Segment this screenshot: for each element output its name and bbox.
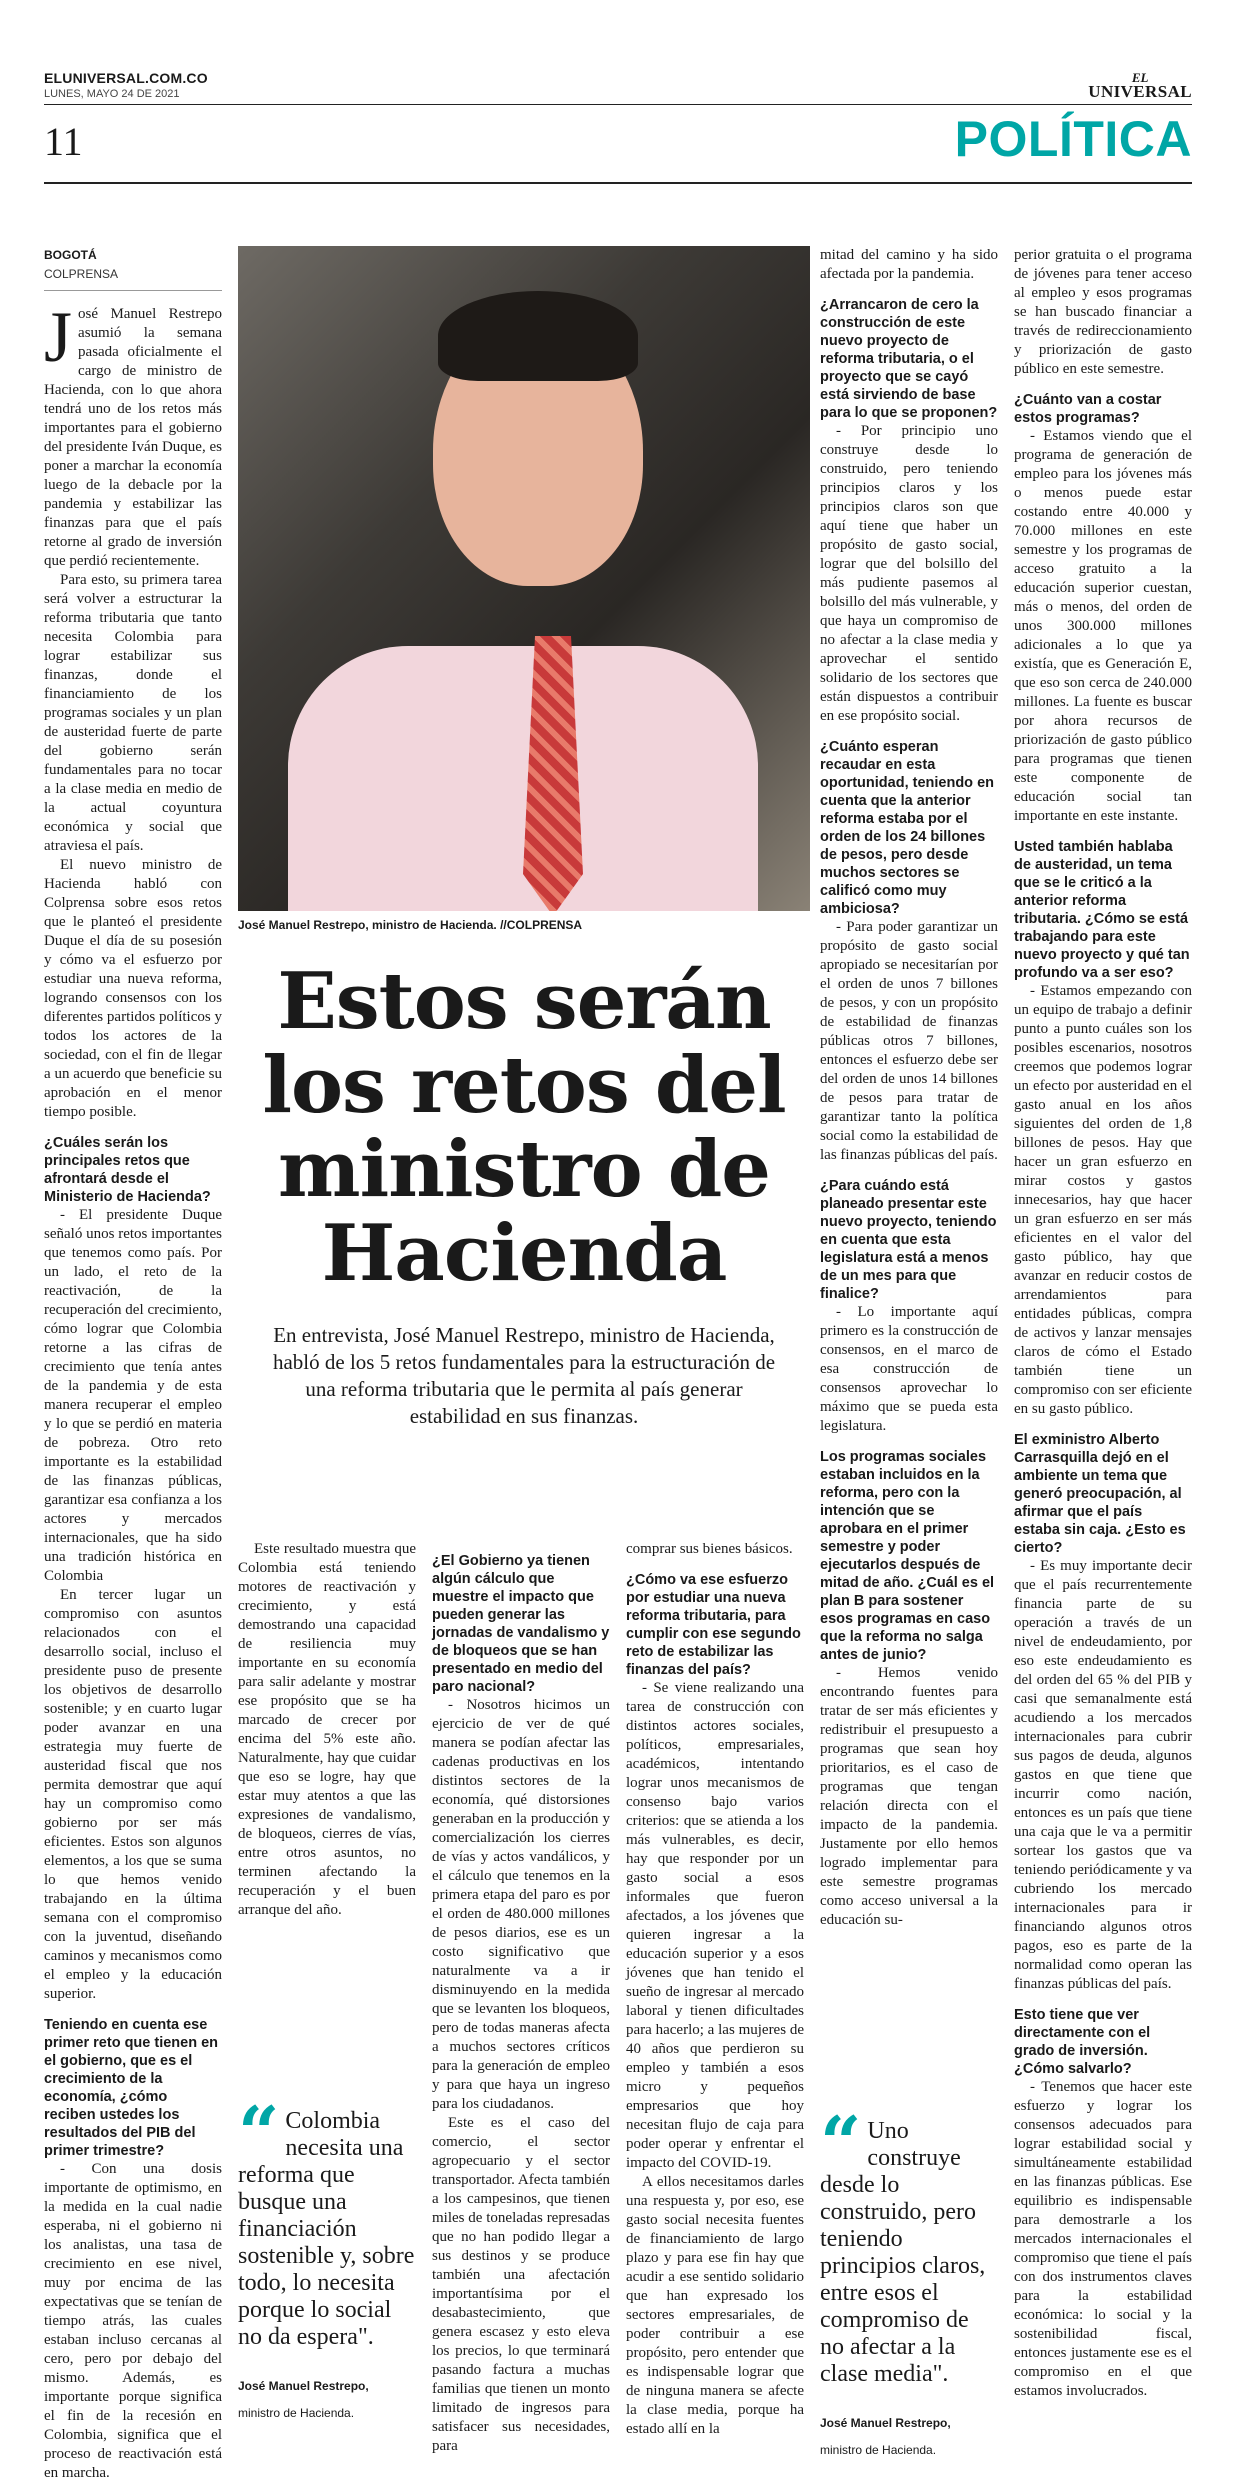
interview-question: Teniendo en cuenta ese primer reto que tienen en el gobierno, que es el crecimiento de la economía, ¿cómo reciben ustedes los resultados del PIB del primer trimestre? — [44, 2017, 219, 2159]
interview-question: ¿Cómo va ese esfuerzo por estudiar una nueva reforma tributaria, para cumplir con ese segundo reto de estabilizar las finanzas del país? — [626, 1572, 801, 1678]
logo-universal: UNIVERSAL — [1088, 82, 1192, 102]
interview-question: El exministro Alberto Carrasquilla dejó en el ambiente un tema que generó preocupación, al afirmar que el país estaba sin caja. ¿Esto es cierto? — [1014, 1432, 1186, 1556]
column-5 — [1014, 246, 1192, 2401]
column-1-body — [44, 297, 222, 2483]
issue-date: LUNES, MAYO 24 DE 2021 — [44, 88, 180, 100]
pull-quote-1-source: José Manuel Restrepo, — [238, 2379, 369, 2393]
interview-question: Esto tiene que ver directamente con el grado de inversión. ¿Cómo salvarlo? — [1014, 2007, 1151, 2077]
masthead-left — [44, 70, 208, 100]
interview-question: ¿El Gobierno ya tienen algún cálculo que muestre el impacto que pueden generar las jornadas de vandalismo y de bloqueos que se han presentado en medio del paro nacional? — [432, 1553, 610, 1695]
body-paragraph: - Lo importante aquí primero es la construcción de consensos, en el marco de esa construcción de consensos aprovechar lo máximo que se pueda esta legislatura. — [820, 1304, 998, 1434]
interview-question: Los programas sociales estaban incluidos en la reforma, pero con la intención que se aprobara en el primer semestre y poder ejecutarlos después de mitad de año. ¿Cuál es el plan B para sostener esos programas en caso que la reforma no salga antes de junio? — [820, 1449, 995, 1663]
body-paragraph: - Con una dosis importante de optimismo, en la medida en la cual nadie esperaba, ni el gobierno ni los analistas, una tasa de crecimiento en ese nivel, muy por encima de las expectativas que se tenían de tiempo atrás, las cuales estaban incluso cercanas al cero, pero por debajo del mismo. Además, es importante porque significa el fin de la recesión en Colombia, significa que el proceso de reactivación está en marcha. — [44, 2161, 222, 2481]
column-3 — [432, 1540, 610, 2456]
body-paragraph: - Estamos empezando con un equipo de trabajo a definir punto a punto cuáles son los posibles escenarios, nosotros creemos que podemos lograr un efecto por austeridad en el gasto anual en los años siguientes del orden de 1,8 billones de pesos. Hay que hacer un gran esfuerzo en mirar costos y gastos innecesarios, hay que hacer un gran esfuerzo en ser más eficientes en el valor del gasto público, hay que avanzar en reducir costos de arrendamientos para entidades públicas, compra de activos y lanzar mensajes claros de cómo el Estado también tiene un compromiso con ser eficiente en su gasto público. — [1014, 983, 1192, 1417]
pull-quote-2-source: José Manuel Restrepo, — [820, 2416, 951, 2430]
site-name[interactable]: ELUNIVERSAL.COM.CO — [44, 70, 208, 86]
column-2 — [238, 1540, 416, 1920]
body-paragraph: - Para poder garantizar un propósito de gasto social apropiado se necesitarían por el orden de unos 7 billones de pesos, y con un propósito de estabilidad de finanzas públicas otros 7 billones, entonces el esfuerzo debe ser del orden de unos 14 billones de pesos para tratar de garantizar tanto la política social como la estabilidad de las finanzas públicas del país. — [820, 919, 998, 1163]
pull-quote-1-text: Colombia necesita una reforma que busque una financiación sostenible y, sobre todo, lo necesita porque lo social no da espera". — [238, 2108, 415, 2350]
body-paragraph: osé Manuel Restrepo asumió la semana pasada oficialmente el cargo de ministro de Hacienda, con lo que ahora tendrá uno de los retos más importantes para el gobierno del presidente Iván Duque, es poner a marchar la economía luego de la debacle por la pandemia y estabilizar las finanzas para que el país retorne al grado de inversión que perdió recientemente. — [44, 306, 222, 569]
body-paragraph: mitad del camino y ha sido afectada por la pandemia. — [820, 247, 998, 282]
body-paragraph: El nuevo ministro de Hacienda habló con Colprensa sobre esos retos que le planteó el presidente Duque el día de su posesión y cómo va el esfuerzo por estudiar una nueva reforma, logrando consensos con los diferentes partidos políticos y todos los actores de la sociedad, con el fin de llegar a un acuerdo que beneficie su aprobación en el menor tiempo posible. — [44, 857, 222, 1120]
body-paragraph: comprar sus bienes básicos. — [626, 1541, 793, 1557]
pull-quote-2-role: ministro de Hacienda. — [820, 2443, 937, 2457]
body-paragraph: - Se viene realizando una tarea de construcción con distintos actores sociales, políticos, empresariales, académicos, intentando lograr unos mecanismos de consenso bajo varios criterios: que se atienda a los más vulnerables, es decir, hay que responder por un gasto social a esos informales que fueron afectados, a los jóvenes que quieren ingresar a la educación superior y a esos jóvenes que han tenido el sueño de ingresar al mercado laboral y tienen dificultades para hacerlo; a las mujeres de 40 años que perdieron su empleo y también a esos micro y pequeños empresarios que hoy necesitan flujo de caja para poder operar y enfrentar el impacto del COVID-19. — [626, 1680, 804, 2171]
newspaper-logo — [1088, 72, 1192, 100]
body-paragraph: - Tenemos que hacer este esfuerzo y lograr los consensos adecuados para lograr estabilidad social y simultáneamente estabilidad en las finanzas públicas. Ese equilibrio es indispensable para demostrarle a los mercados internacionales el compromiso que tiene el país con dos instrumentos claves para la estabilidad económica: lo social y la sostenibilidad fiscal, entonces justamente ese es el compromiso en el que estamos involucrados. — [1014, 2079, 1192, 2399]
logo-el: EL — [1131, 70, 1149, 85]
pull-quote-1-role: ministro de Hacienda. — [238, 2406, 355, 2420]
quote-mark-icon: “ — [820, 2100, 862, 2185]
interview-question: ¿Cuánto van a costar estos programas? — [1014, 392, 1162, 426]
body-paragraph: - Hemos venido encontrando fuentes para tratar de ser más eficientes y redistribuir el presupuesto a programas que sean hoy prioritarios, es el caso de programas que tengan relación directa con el impacto de la pandemia. Justamente por ello hemos logrado implementar para este semestre programas como acceso universal a la educación su- — [820, 1665, 998, 1928]
interview-question: ¿Para cuándo está planeado presentar este nuevo proyecto, teniendo en cuenta que esta legislatura está a menos de un mes para que finalice? — [820, 1178, 997, 1302]
photo-hair — [438, 291, 638, 381]
photo-shirt — [288, 646, 758, 911]
body-paragraph: Para esto, su primera tarea será volver a estructurar la reforma tributaria que tanto necesita Colombia para lograr estabilizar sus finanzas, donde el financiamiento de los programas sociales y un plan de austeridad fuerte de parte del gobierno serán fundamentales para no tocar a la clase media en medio de la actual coyuntura económica y social que atraviesa el país. — [44, 572, 222, 854]
body-paragraph: - Por principio uno construye desde lo construido, pero teniendo principios claros y los principios claros son que aquí tiene que haber un propósito de gasto social, lograr que del bolsillo del más pudiente pasemos al bolsillo del más vulnerable, y que haya un compromiso de no afectar a la clase media y aprovechar el sentido solidario de los sectores que están dispuestos a contribuir en ese propósito social. — [820, 423, 998, 724]
photo-caption: José Manuel Restrepo, ministro de Hacienda. //COLPRENSA — [238, 918, 583, 932]
pull-quote-1 — [238, 2090, 416, 2427]
interview-question: Usted también hablaba de austeridad, un tema que se le criticó a la anterior reforma tributaria. ¿Cómo se está trabajando para este nuevo proyecto y qué tan profundo va a ser eso? — [1014, 839, 1190, 981]
body-paragraph: A ellos necesitamos darles una respuesta y, por eso, ese gasto social necesita fuentes de financiamiento de largo plazo y para ese fin hay que acudir a ese sentido solidario que han expresado los sectores empresariales, de poder contribuir a ese propósito, pero entender que es indispensable lograr que de ninguna manera se afecte la clase media, porque ha estado allí en la — [626, 2174, 804, 2437]
lead-paragraph: En entrevista, José Manuel Restrepo, ministro de Hacienda, habló de los 5 retos fundamentales para la estructuración de una reforma tributaria que le permita al país generar estabilidad en sus finanzas. — [272, 1323, 776, 1428]
column-1 — [44, 246, 222, 2483]
quote-mark-icon: “ — [238, 2090, 280, 2175]
column-4-upper — [820, 246, 998, 1930]
column-4-lower — [626, 1540, 804, 2439]
section-title: POLÍTICA — [954, 111, 1192, 167]
body-paragraph: perior gratuita o el programa de jóvenes para tener acceso al empleo y esos programas se han buscado financiar a través de redireccionamiento y priorización de gasto público en este semestre. — [1014, 247, 1192, 377]
drop-cap: J — [44, 297, 73, 377]
interview-question: ¿Cuáles serán los principales retos que afrontará desde el Ministerio de Hacienda? — [44, 1135, 211, 1205]
body-paragraph: - Es muy importante decir que el país recurrentemente financia parte de su operación a través de un nivel de endeudamiento, por eso este endeudamiento es del orden del 65 % del PIB y casi que semanalmente está acudiendo a los mercados internacionales para cubrir sus pagos de deuda, algunos gastos en que tiene que incurrir como nación, entonces es un país que tiene una caja que le va a permitir sortear los gastos que va teniendo periódicamente y va cubriendo los mercado internacionales para ir financiando algunos otros pagos, eso es parte de la normalidad como operan las finanzas públicas del país. — [1014, 1558, 1192, 1992]
pull-quote-2-text: Uno construye desde lo construido, pero teniendo principios claros, entre esos el compromiso de no afectar a la clase media". — [820, 2118, 986, 2387]
pull-quote-2 — [820, 2100, 998, 2464]
minister-photo — [238, 246, 810, 911]
body-paragraph: En tercer lugar un compromiso con asuntos relacionados con el desarrollo social, incluso el presidente puso de presente los objetivos de desarrollo sostenible; y en cuarto lugar poder avanzar en una estrategia muy fuerte de austeridad fiscal que nos permita demostrar que aquí hay un compromiso como gobierno por ser más eficientes. Estos son algunos elementos, a los que se suma lo que hemos venido trabajando en la última semana con el compromiso con la juventud, diseñando caminos y mecanismos como el empleo y la educación superior. — [44, 1587, 222, 2002]
body-paragraph: Este resultado muestra que Colombia está teniendo motores de reactivación y crecimiento, y está demostrando una capacidad de resiliencia muy importante en su economía para salir adelante y mostrar ese propósito que se ha marcado de crecer por encima del 5% este año. Naturalmente, hay que cuidar que eso se logre, hay que estar muy atentos a que las expresiones de vandalismo, de bloqueos, cierres de vías, entre otros asuntos, no terminen afectando la recuperación y el buen arranque del año. — [238, 1541, 416, 1918]
body-paragraph: - Estamos viendo que el programa de generación de empleo para los jóvenes más o menos puede estar costando entre 40.000 y 70.000 millones en este semestre y los programas de acceso gratuito a la educación superior cuestan, más o menos, del orden de unos 300.000 millones adicionales a lo que ya existía, que es Generación E, que eso son cerca de 240.000 millones. La fuente es buscar por ahora recursos de priorización de gasto público para programas que tienen este componente de educación social tan importante en este instante. — [1014, 428, 1192, 824]
interview-question: ¿Cuánto esperan recaudar en esta oportunidad, teniendo en cuenta que la anterior reforma estaba por el orden de los 24 billones de pesos, pero desde muchos sectores se calificó como muy ambiciosa? — [820, 739, 994, 917]
top-rule — [44, 104, 1192, 105]
body-paragraph: - Nosotros hicimos un ejercicio de ver de qué manera se podían afectar las cadenas productivas en los distintos sectores de la economía, qué distorsiones generaban en la producción y comercialización los cierres de vías y actos vandálicos, y el cálculo que tenemos en la primera etapa del paro es por el orden de 480.000 millones de pesos diarios, ese es un costo significativo que naturalmente va a ir disminuyendo en la medida que se levanten los bloqueos, pero de todas maneras afecta a muchos sectores críticos para la generación de empleo y para que haya un ingreso para los ciudadanos. — [432, 1697, 610, 2112]
body-paragraph: - El presidente Duque señaló unos retos importantes que tenemos como país. Por un lado, el reto de la reactivación, de la recuperación del crecimiento, cómo lograr que Colombia retorne a las cifras de crecimiento que tenía antes de la pandemia y de esta manera recuperar el empleo y lo que se perdió en materia de pobreza. Otro reto importante es la estabilidad de las finanzas públicas, garantizar esa confianza a los actores y mercados internacionales, que ha sido una tradición histórica en Colombia — [44, 1207, 222, 1584]
headline: Estos serán los retos del ministro de Hacienda — [262, 956, 786, 1299]
interview-question: ¿Arrancaron de cero la construcción de este nuevo proyecto de reforma tributaria, o el proyecto que se cayó está sirviendo de base para lo que se proponen? — [820, 297, 998, 421]
byline-city: BOGOTÁ — [44, 248, 97, 262]
page-number: 11 — [44, 119, 83, 164]
byline-agency: COLPRENSA — [44, 265, 222, 291]
section-rule — [44, 182, 1192, 184]
body-paragraph: Este es el caso del comercio, el sector agropecuario y el sector transportador. Afecta también a los campesinos, que tienen miles de toneladas represadas que no han podido llegar a sus destinos y se produce también una afectación importantísima por el desabastecimiento, que genera escasez y esto eleva los precios, lo que terminará pasando factura a muchas familias que tienen un monto limitado de ingresos para satisfacer sus necesidades, para — [432, 2115, 610, 2454]
